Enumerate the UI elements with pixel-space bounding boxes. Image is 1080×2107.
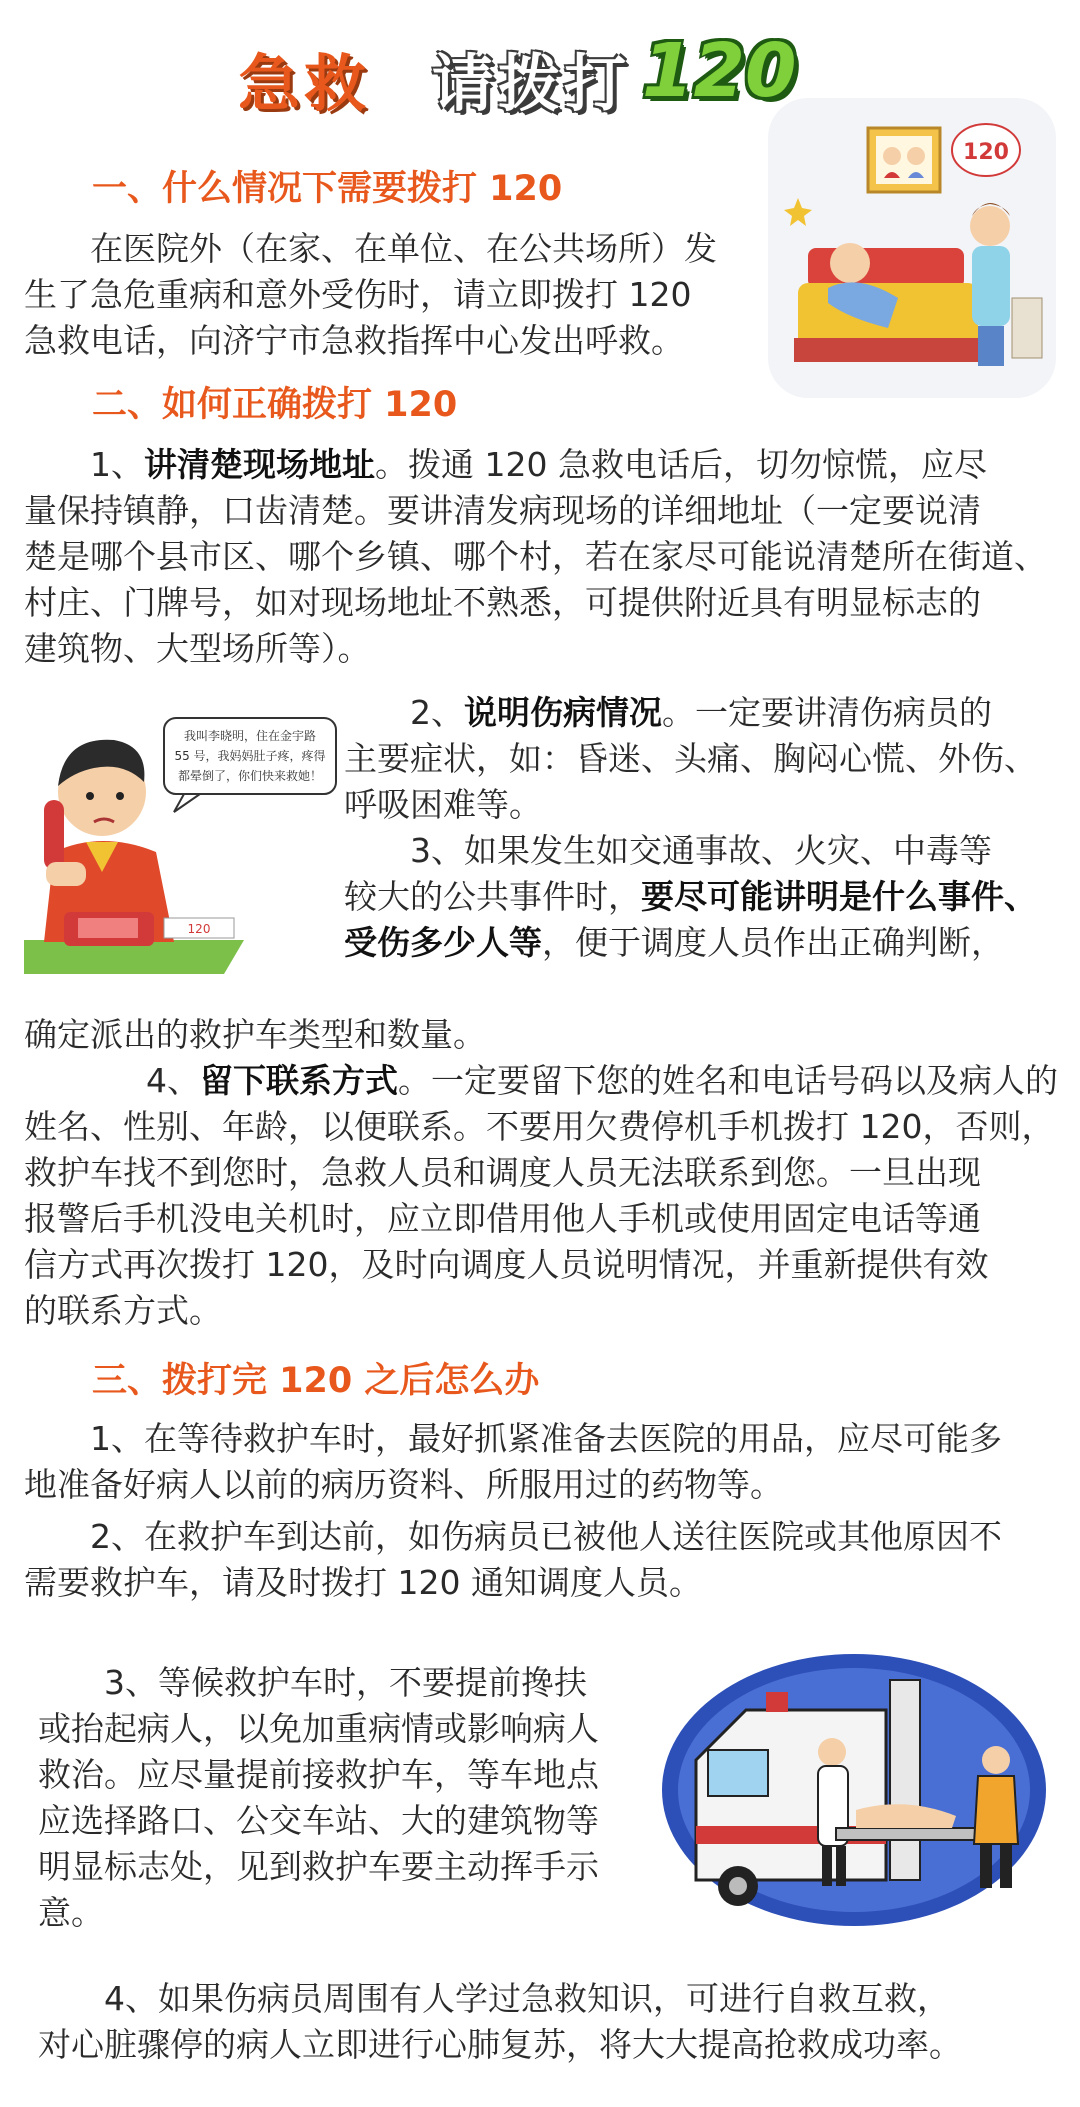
title-number: 120 [642, 28, 797, 114]
section1-line: 急救电话，向济宁市急救指挥中心发出呼救。 [24, 321, 684, 360]
item-line: 确定派出的救护车类型和数量。 [24, 1015, 486, 1054]
item-line: 楚是哪个县市区、哪个乡镇、哪个村，若在家尽可能说清楚所在街道、 [24, 537, 1047, 576]
section3-item4 [24, 1976, 962, 2068]
speech-line: 都晕倒了，你们快来救她！ [177, 769, 323, 783]
item-prefix: 4、 [146, 1061, 200, 1100]
item-line: 对心脏骤停的病人立即进行心肺复苏，将大大提高抢救成功率。 [38, 2025, 962, 2064]
speech-line: 我叫李晓明，住在金宇路 [183, 729, 317, 743]
item-bold: 讲清楚现场地址 [144, 445, 375, 484]
title-part1: 急救 [238, 47, 371, 120]
item-line: 或抬起病人，以免加重病情或影响病人 [38, 1709, 599, 1748]
section2-item3-tail [24, 1012, 486, 1058]
item-line: 1、在等待救护车时，最好抓紧准备去医院的用品，应尽可能多 [90, 1419, 1002, 1458]
item-line: 意。 [38, 1893, 104, 1932]
boy-phone-call-illustration [24, 712, 340, 980]
section1-body [24, 226, 717, 364]
item-line: 的联系方式。 [24, 1291, 222, 1330]
section2-heading: 二、如何正确拨打 120 [92, 385, 458, 425]
section3-item1 [24, 1416, 1002, 1508]
item-text: 。拨通 120 急救电话后，切勿惊慌，应尽 [375, 445, 987, 484]
item-line: 主要症状，如：昏迷、头痛、胸闷心慌、外伤、 [344, 739, 1037, 778]
item-line: 报警后手机没电关机时，应立即借用他人手机或使用固定电话等通 [24, 1199, 981, 1238]
section2-item4 [24, 1058, 1058, 1334]
item-line: 信方式再次拨打 120，及时向调度人员说明情况，并重新提供有效 [24, 1245, 989, 1284]
item-line: 地准备好病人以前的病历资料、所服用过的药物等。 [24, 1465, 783, 1504]
section2-item1 [24, 442, 1047, 672]
item-line: 3、等候救护车时，不要提前搀扶 [104, 1663, 587, 1702]
item-line: 需要救护车，请及时拨打 120 通知调度人员。 [24, 1563, 702, 1602]
phone-card-label: 120 [187, 922, 211, 936]
ambulance-stretcher-illustration [656, 1640, 1052, 1930]
item-text: 较大的公共事件时， [344, 877, 641, 916]
item-line: 明显标志处，见到救护车要主动挥手示 [38, 1847, 599, 1886]
item-line: 3、如果发生如交通事故、火灾、中毒等 [410, 831, 992, 870]
item-line: 呼吸困难等。 [344, 785, 542, 824]
item-prefix: 1、 [90, 445, 144, 484]
item-line: 4、如果伤病员周围有人学过急救知识，可进行自救互救， [104, 1979, 950, 2018]
section3-item3 [38, 1660, 599, 1936]
section3-item2 [24, 1514, 1002, 1606]
item-line: 量保持镇静，口齿清楚。要讲清发病现场的详细地址（一定要说清 [24, 491, 981, 530]
item-bold: 留下联系方式 [200, 1061, 398, 1100]
item-text: 。一定要留下您的姓名和电话号码以及病人的 [398, 1061, 1058, 1100]
speech-line: 55 号，我妈妈肚子疼，疼得 [174, 749, 326, 763]
item-line: 2、在救护车到达前，如伤病员已被他人送往医院或其他原因不 [90, 1517, 1002, 1556]
illustration-120-text: 120 [963, 140, 1009, 165]
item-text: ，便于调度人员作出正确判断， [542, 923, 1004, 962]
section3-heading: 三、拨打完 120 之后怎么办 [92, 1361, 540, 1401]
item-text: 。一定要讲清伤病员的 [662, 693, 992, 732]
section2-item2 [344, 690, 1037, 966]
section1-heading: 一、什么情况下需要拨打 120 [92, 169, 563, 209]
item-line: 应选择路口、公交车站、大的建筑物等 [38, 1801, 599, 1840]
item-bold: 说明伤病情况 [464, 693, 662, 732]
title-part2: 请拨打 [432, 47, 631, 120]
item-bold: 要尽可能讲明是什么事件、 [641, 877, 1037, 916]
item-prefix: 2、 [410, 693, 464, 732]
item-line: 姓名、性别、年龄，以便联系。不要用欠费停机手机拨打 120，否则， [24, 1107, 1055, 1146]
section1-line: 生了急危重病和意外受伤时，请立即拨打 120 [24, 275, 692, 314]
sick-person-bed-illustration [768, 98, 1056, 398]
item-bold: 受伤多少人等 [344, 923, 542, 962]
item-line: 救治。应尽量提前接救护车，等车地点 [38, 1755, 599, 1794]
item-line: 村庄、门牌号，如对现场地址不熟悉，可提供附近具有明显标志的 [24, 583, 981, 622]
item-line: 建筑物、大型场所等）。 [24, 629, 371, 668]
section1-line: 在医院外（在家、在单位、在公共场所）发 [90, 229, 717, 268]
item-line: 救护车找不到您时，急救人员和调度人员无法联系到您。一旦出现 [24, 1153, 981, 1192]
